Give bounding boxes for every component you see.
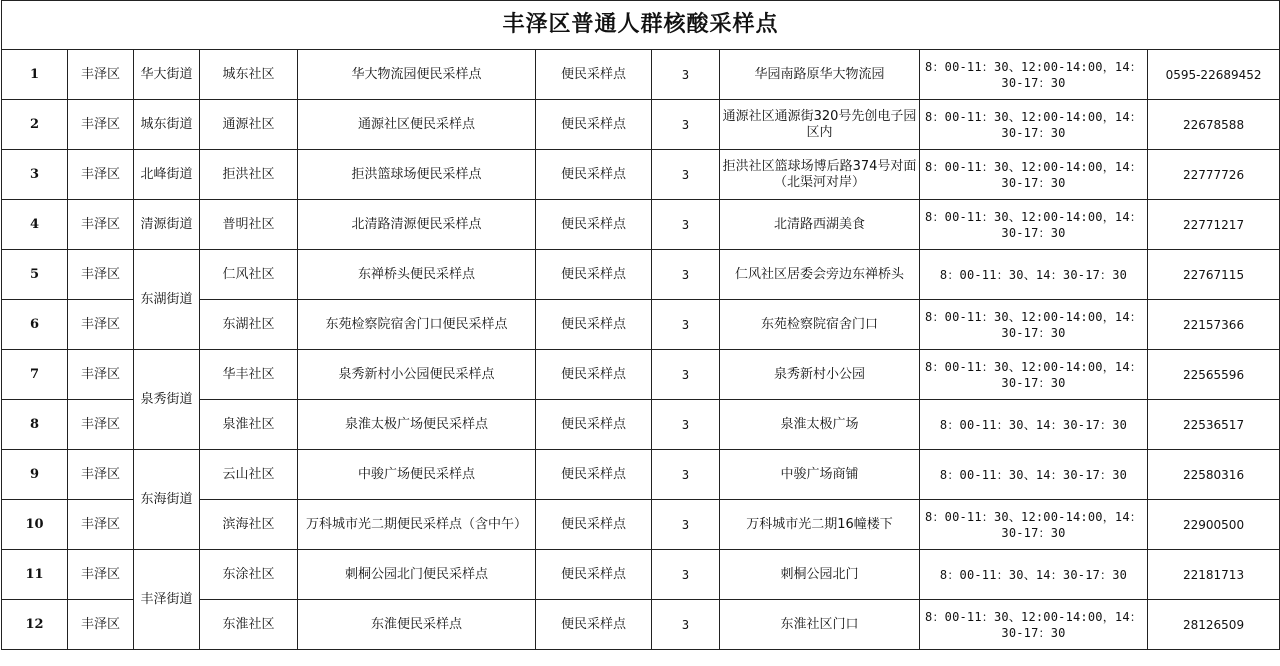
row-number: 10: [2, 500, 68, 550]
site-type-cell: 便民采样点: [536, 300, 652, 350]
sampler-count-cell: 3: [652, 50, 720, 100]
site-type-cell: 便民采样点: [536, 250, 652, 300]
site-type-cell: 便民采样点: [536, 100, 652, 150]
hours-cell: 8：00-11：30、14：30-17：30: [920, 400, 1148, 450]
sampler-count-cell: 3: [652, 450, 720, 500]
community-cell: 普明社区: [200, 200, 298, 250]
site-name-cell: 华大物流园便民采样点: [298, 50, 536, 100]
site-type-cell: 便民采样点: [536, 350, 652, 400]
street-cell: 东海街道: [134, 450, 200, 550]
street-cell: 东湖街道: [134, 250, 200, 350]
row-number: 6: [2, 300, 68, 350]
district-cell: 丰泽区: [68, 400, 134, 450]
sampler-count-cell: 3: [652, 200, 720, 250]
row-number: 5: [2, 250, 68, 300]
district-cell: 丰泽区: [68, 50, 134, 100]
site-name-cell: 拒洪篮球场便民采样点: [298, 150, 536, 200]
phone-cell: 22678588: [1148, 100, 1280, 150]
site-type-cell: 便民采样点: [536, 450, 652, 500]
district-cell: 丰泽区: [68, 250, 134, 300]
site-name-cell: 东苑检察院宿舍门口便民采样点: [298, 300, 536, 350]
row-number: 11: [2, 550, 68, 600]
sampler-count-cell: 3: [652, 500, 720, 550]
table-row: [2, 450, 1280, 500]
district-cell: 丰泽区: [68, 200, 134, 250]
street-cell: 丰泽街道: [134, 550, 200, 650]
district-cell: 丰泽区: [68, 450, 134, 500]
site-type-cell: 便民采样点: [536, 150, 652, 200]
address-cell: 刺桐公园北门: [720, 550, 920, 600]
site-type-cell: 便民采样点: [536, 500, 652, 550]
phone-cell: 22536517: [1148, 400, 1280, 450]
address-cell: 华园南路原华大物流园: [720, 50, 920, 100]
address-cell: 泉淮太极广场: [720, 400, 920, 450]
district-cell: 丰泽区: [68, 550, 134, 600]
site-name-cell: 通源社区便民采样点: [298, 100, 536, 150]
address-cell: 东淮社区门口: [720, 600, 920, 650]
address-cell: 拒洪社区篮球场博后路374号对面（北渠河对岸）: [720, 150, 920, 200]
district-cell: 丰泽区: [68, 100, 134, 150]
phone-cell: 22580316: [1148, 450, 1280, 500]
community-cell: 东淮社区: [200, 600, 298, 650]
phone-cell: 22767115: [1148, 250, 1280, 300]
table-body: [2, 50, 1280, 650]
community-cell: 仁风社区: [200, 250, 298, 300]
street-cell: 北峰街道: [134, 150, 200, 200]
row-number: 9: [2, 450, 68, 500]
phone-cell: 22157366: [1148, 300, 1280, 350]
hours-cell: 8：00-11：30、14：30-17：30: [920, 450, 1148, 500]
community-cell: 东湖社区: [200, 300, 298, 350]
sampler-count-cell: 3: [652, 550, 720, 600]
row-number: 1: [2, 50, 68, 100]
table-row: [2, 50, 1280, 100]
phone-cell: 22777726: [1148, 150, 1280, 200]
site-name-cell: 刺桐公园北门便民采样点: [298, 550, 536, 600]
hours-cell: 8：00-11：30、12:00-14:00，14：30-17：30: [920, 500, 1148, 550]
page-title: 丰泽区普通人群核酸采样点: [2, 1, 1280, 50]
hours-cell: 8：00-11：30、14：30-17：30: [920, 250, 1148, 300]
phone-cell: 0595-22689452: [1148, 50, 1280, 100]
sampler-count-cell: 3: [652, 150, 720, 200]
row-number: 8: [2, 400, 68, 450]
site-name-cell: 北清路清源便民采样点: [298, 200, 536, 250]
site-name-cell: 中骏广场便民采样点: [298, 450, 536, 500]
address-cell: 北清路西湖美食: [720, 200, 920, 250]
address-cell: 仁风社区居委会旁边东禅桥头: [720, 250, 920, 300]
street-cell: 华大街道: [134, 50, 200, 100]
community-cell: 华丰社区: [200, 350, 298, 400]
sampler-count-cell: 3: [652, 100, 720, 150]
site-name-cell: 东禅桥头便民采样点: [298, 250, 536, 300]
phone-cell: 28126509: [1148, 600, 1280, 650]
hours-cell: 8：00-11：30、12:00-14:00，14：30-17：30: [920, 50, 1148, 100]
row-number: 12: [2, 600, 68, 650]
table-row: [2, 250, 1280, 300]
district-cell: 丰泽区: [68, 500, 134, 550]
hours-cell: 8：00-11：30、14：30-17：30: [920, 550, 1148, 600]
phone-cell: 22565596: [1148, 350, 1280, 400]
community-cell: 通源社区: [200, 100, 298, 150]
community-cell: 云山社区: [200, 450, 298, 500]
address-cell: 中骏广场商铺: [720, 450, 920, 500]
site-type-cell: 便民采样点: [536, 50, 652, 100]
address-cell: 万科城市光二期16幢楼下: [720, 500, 920, 550]
phone-cell: 22181713: [1148, 550, 1280, 600]
table-row: [2, 100, 1280, 150]
row-number: 3: [2, 150, 68, 200]
sampler-count-cell: 3: [652, 250, 720, 300]
site-name-cell: 泉淮太极广场便民采样点: [298, 400, 536, 450]
table-row: [2, 200, 1280, 250]
hours-cell: 8：00-11：30、12:00-14:00，14：30-17：30: [920, 100, 1148, 150]
address-cell: 泉秀新村小公园: [720, 350, 920, 400]
address-cell: 东苑检察院宿舍门口: [720, 300, 920, 350]
sampler-count-cell: 3: [652, 300, 720, 350]
hours-cell: 8：00-11：30、12:00-14:00，14：30-17：30: [920, 200, 1148, 250]
row-number: 2: [2, 100, 68, 150]
sampling-sites-table: [1, 0, 1280, 650]
table-row: [2, 550, 1280, 600]
hours-cell: 8：00-11：30、12:00-14:00，14：30-17：30: [920, 350, 1148, 400]
district-cell: 丰泽区: [68, 150, 134, 200]
phone-cell: 22771217: [1148, 200, 1280, 250]
community-cell: 城东社区: [200, 50, 298, 100]
community-cell: 东涂社区: [200, 550, 298, 600]
community-cell: 泉淮社区: [200, 400, 298, 450]
site-type-cell: 便民采样点: [536, 400, 652, 450]
hours-cell: 8：00-11：30、12:00-14:00，14：30-17：30: [920, 600, 1148, 650]
phone-cell: 22900500: [1148, 500, 1280, 550]
site-name-cell: 泉秀新村小公园便民采样点: [298, 350, 536, 400]
community-cell: 拒洪社区: [200, 150, 298, 200]
street-cell: 城东街道: [134, 100, 200, 150]
row-number: 7: [2, 350, 68, 400]
hours-cell: 8：00-11：30、12:00-14:00，14：30-17：30: [920, 150, 1148, 200]
sampler-count-cell: 3: [652, 600, 720, 650]
site-name-cell: 东淮便民采样点: [298, 600, 536, 650]
street-cell: 泉秀街道: [134, 350, 200, 450]
address-cell: 通源社区通源街320号先创电子园区内: [720, 100, 920, 150]
site-type-cell: 便民采样点: [536, 200, 652, 250]
district-cell: 丰泽区: [68, 350, 134, 400]
street-cell: 清源街道: [134, 200, 200, 250]
sampler-count-cell: 3: [652, 400, 720, 450]
community-cell: 滨海社区: [200, 500, 298, 550]
table-row: [2, 350, 1280, 400]
table-row: [2, 150, 1280, 200]
hours-cell: 8：00-11：30、12:00-14:00，14：30-17：30: [920, 300, 1148, 350]
district-cell: 丰泽区: [68, 300, 134, 350]
sampler-count-cell: 3: [652, 350, 720, 400]
site-name-cell: 万科城市光二期便民采样点（含中午）: [298, 500, 536, 550]
site-type-cell: 便民采样点: [536, 550, 652, 600]
row-number: 4: [2, 200, 68, 250]
site-type-cell: 便民采样点: [536, 600, 652, 650]
district-cell: 丰泽区: [68, 600, 134, 650]
